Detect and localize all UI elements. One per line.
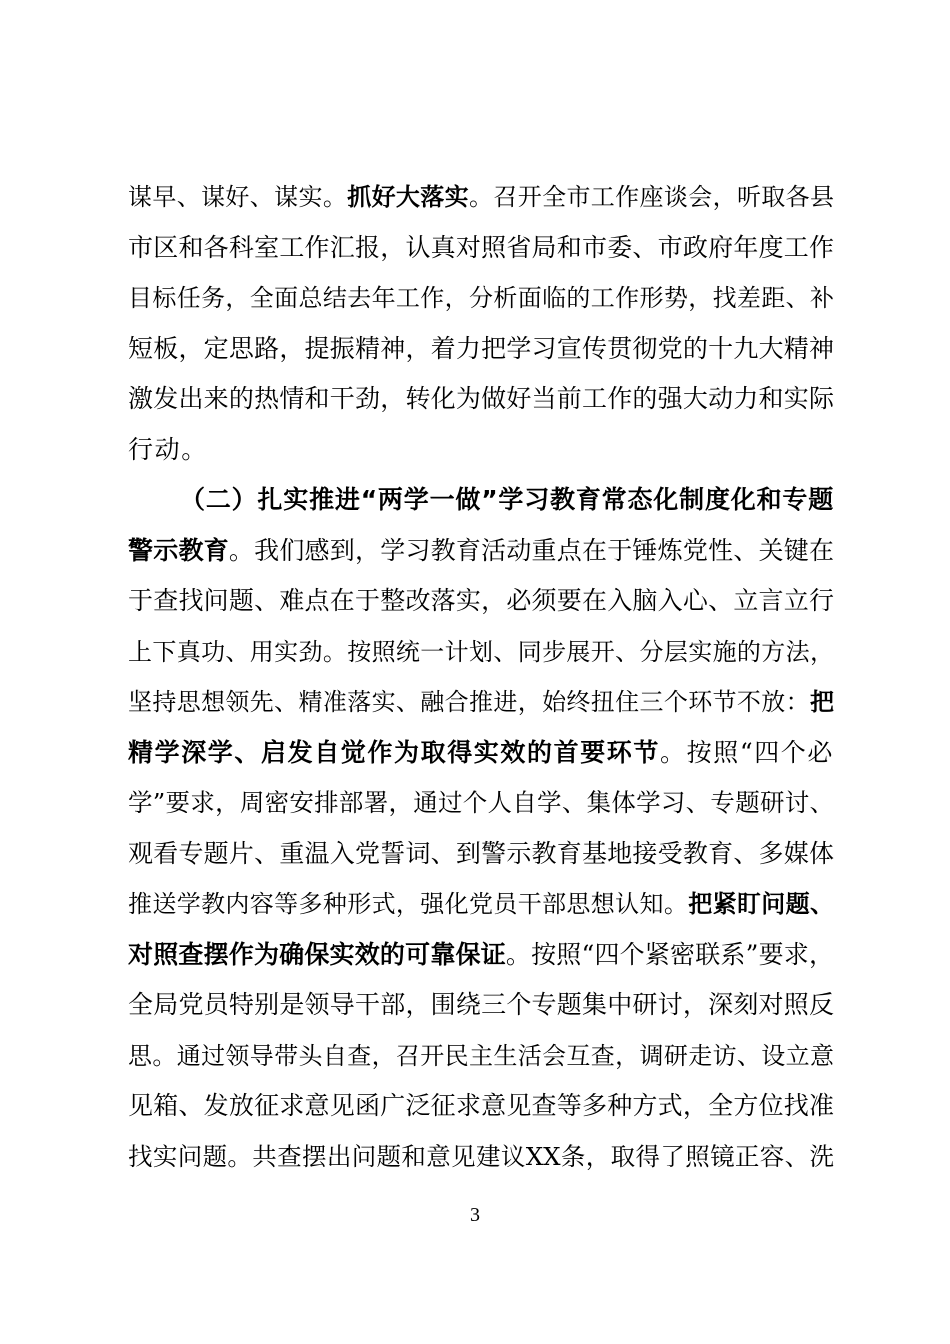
bold-text-segment: 把 <box>810 688 834 716</box>
text-segment: 学”要求，周密安排部署，通过个人自学、集体学习、专题研讨、 <box>128 788 834 817</box>
bold-text-segment: 抓好大落实 <box>347 183 470 211</box>
text-line <box>128 228 834 268</box>
text-segment: 行动。 <box>128 435 208 464</box>
text-line <box>128 1086 834 1126</box>
text-line <box>128 783 834 823</box>
text-line <box>128 1036 834 1076</box>
text-line <box>128 278 834 318</box>
text-segment: 。召开全市工作座谈会，听取各县 <box>469 183 834 211</box>
bold-text-segment: 精学深学、启发自觉作为取得实效的首要环节 <box>128 738 661 767</box>
text-line <box>128 733 834 773</box>
text-line <box>128 430 834 470</box>
text-line <box>128 985 834 1025</box>
text-segment: 上下真功、用实劲。按照统一计划、同步展开、分层实施的方法， <box>128 638 834 666</box>
text-segment: 目标任务，全面总结去年工作，分析面临的工作形势，找差距、补 <box>128 284 834 312</box>
text-segment: 全局党员特别是领导干部，围绕三个专题集中研讨，深刻对照反 <box>128 990 834 1019</box>
bold-text-segment: 对照查摆作为确保实效的可靠保证 <box>128 940 506 969</box>
text-segment: 见箱、发放征求意见函广泛征求意见查等多种方式，全方位找准 <box>128 1091 834 1120</box>
text-line <box>128 531 834 571</box>
text-segment: 。按照“四个必 <box>660 738 834 767</box>
text-segment: 短板，定思路，提振精神，着力把学习宣传贯彻党的十九大精神 <box>128 334 834 363</box>
text-line <box>128 935 834 975</box>
text-segment: 。按照“四个紧密联系”要求， <box>505 940 834 969</box>
text-segment: 于查找问题、难点在于整改落实，必须要在入脑入心、立言立行 <box>128 586 834 615</box>
text-line <box>128 1137 834 1177</box>
text-line <box>128 632 834 672</box>
bold-text-segment: 把紧盯问题、 <box>688 890 834 918</box>
text-segment: 推送学教内容等多种形式，强化党员干部思想认知。 <box>128 890 689 918</box>
text-segment: 激发出来的热情和干劲，转化为做好当前工作的强大动力和实际 <box>128 384 834 413</box>
text-segment: 观看专题片、重温入党誓词、到警示教育基地接受教育、多媒体 <box>128 839 834 868</box>
text-segment: 思。通过领导带头自查，召开民主生活会互查，调研走访、设立意 <box>128 1042 834 1070</box>
text-line <box>128 884 834 924</box>
text-line <box>128 834 834 874</box>
text-segment: 市区和各科室工作汇报，认真对照省局和市委、市政府年度工作 <box>128 233 834 262</box>
text-line <box>128 177 834 217</box>
page-number: 3 <box>470 1204 480 1226</box>
text-segment: 坚持思想领先、精准落实、融合推进，始终扭住三个环节不放： <box>128 688 810 716</box>
text-line <box>128 379 834 419</box>
text-segment: 谋早、谋好、谋实。 <box>128 183 348 211</box>
text-line <box>128 329 834 369</box>
text-line <box>128 581 834 621</box>
bold-text-segment: （二）扎实推进“两学一做”学习教育常态化制度化和专题 <box>180 485 834 514</box>
text-line <box>180 480 834 520</box>
bold-text-segment: 警示教育 <box>128 536 229 565</box>
text-segment: 找实问题。共查摆出问题和意见建议XX条，取得了照镜正容、洗 <box>128 1142 834 1171</box>
text-line <box>128 682 834 722</box>
text-segment: 。我们感到，学习教育活动重点在于锤炼党性、关键在 <box>228 536 834 565</box>
